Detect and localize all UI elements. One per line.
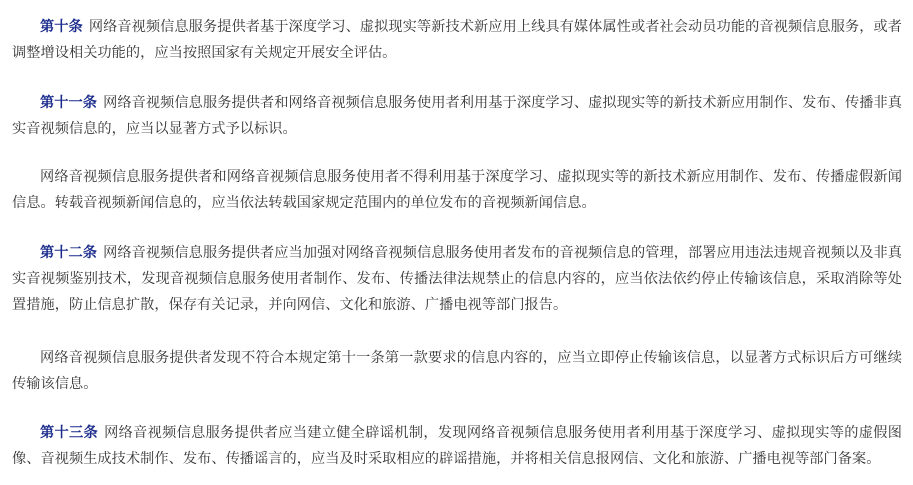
article-10-text: 网络音视频信息服务提供者基于深度学习、虚拟现实等新技术新应用上线具有媒体属性或者社会动员功能的音视频信息服务，或者调整增设相关功能的，应当按照国家有关规定开展安全评估。 [12,19,902,61]
article-12-second-paragraph [12,345,902,397]
article-13-paragraph [12,420,902,472]
article-11-paragraph [12,90,902,142]
article-12-second-text: 网络音视频信息服务提供者发现不符合本规定第十一条第一款要求的信息内容的，应当立即停止传输该信息，以显著方式标识后方可继续传输该信息。 [12,350,902,392]
article-12-heading: 第十二条 [40,245,98,261]
article-11-heading: 第十一条 [40,95,98,111]
article-13-text: 网络音视频信息服务提供者应当建立健全辟谣机制，发现网络音视频信息服务使用者利用基于深度学习、虚拟现实等的虚假图像、音视频生成技术制作、发布、传播谣言的，应当及时采取相应的辟谣措施，并将相关信息报网信、文化和旅游、广播电视等部门备案。 [12,425,902,467]
article-12-text: 网络音视频信息服务提供者应当加强对网络音视频信息服务使用者发布的音视频信息的管理，部署应用违法违规音视频以及非真实音视频鉴别技术，发现音视频信息服务使用者制作、发布、传播法律法规禁止的信息内容的，应当依法依约停止传输该信息，采取消除等处置措施，防止信息扩散，保存有关记录，并向网信、文化和旅游、广播电视等部门报告。 [12,245,902,313]
article-10-heading: 第十条 [40,19,83,35]
article-12-paragraph [12,240,902,318]
article-11-second-text: 网络音视频信息服务提供者和网络音视频信息服务使用者不得利用基于深度学习、虚拟现实等的新技术新应用制作、发布、传播虚假新闻信息。转载音视频新闻信息的，应当依法转载国家规定范围内的单位发布的音视频新闻信息。 [12,169,902,211]
article-11-second-paragraph [12,164,902,216]
article-13-heading: 第十三条 [40,425,99,441]
article-11-text: 网络音视频信息服务提供者和网络音视频信息服务使用者利用基于深度学习、虚拟现实等的新技术新应用制作、发布、传播非真实音视频信息的，应当以显著方式予以标识。 [12,95,902,137]
article-10-paragraph [12,14,902,66]
